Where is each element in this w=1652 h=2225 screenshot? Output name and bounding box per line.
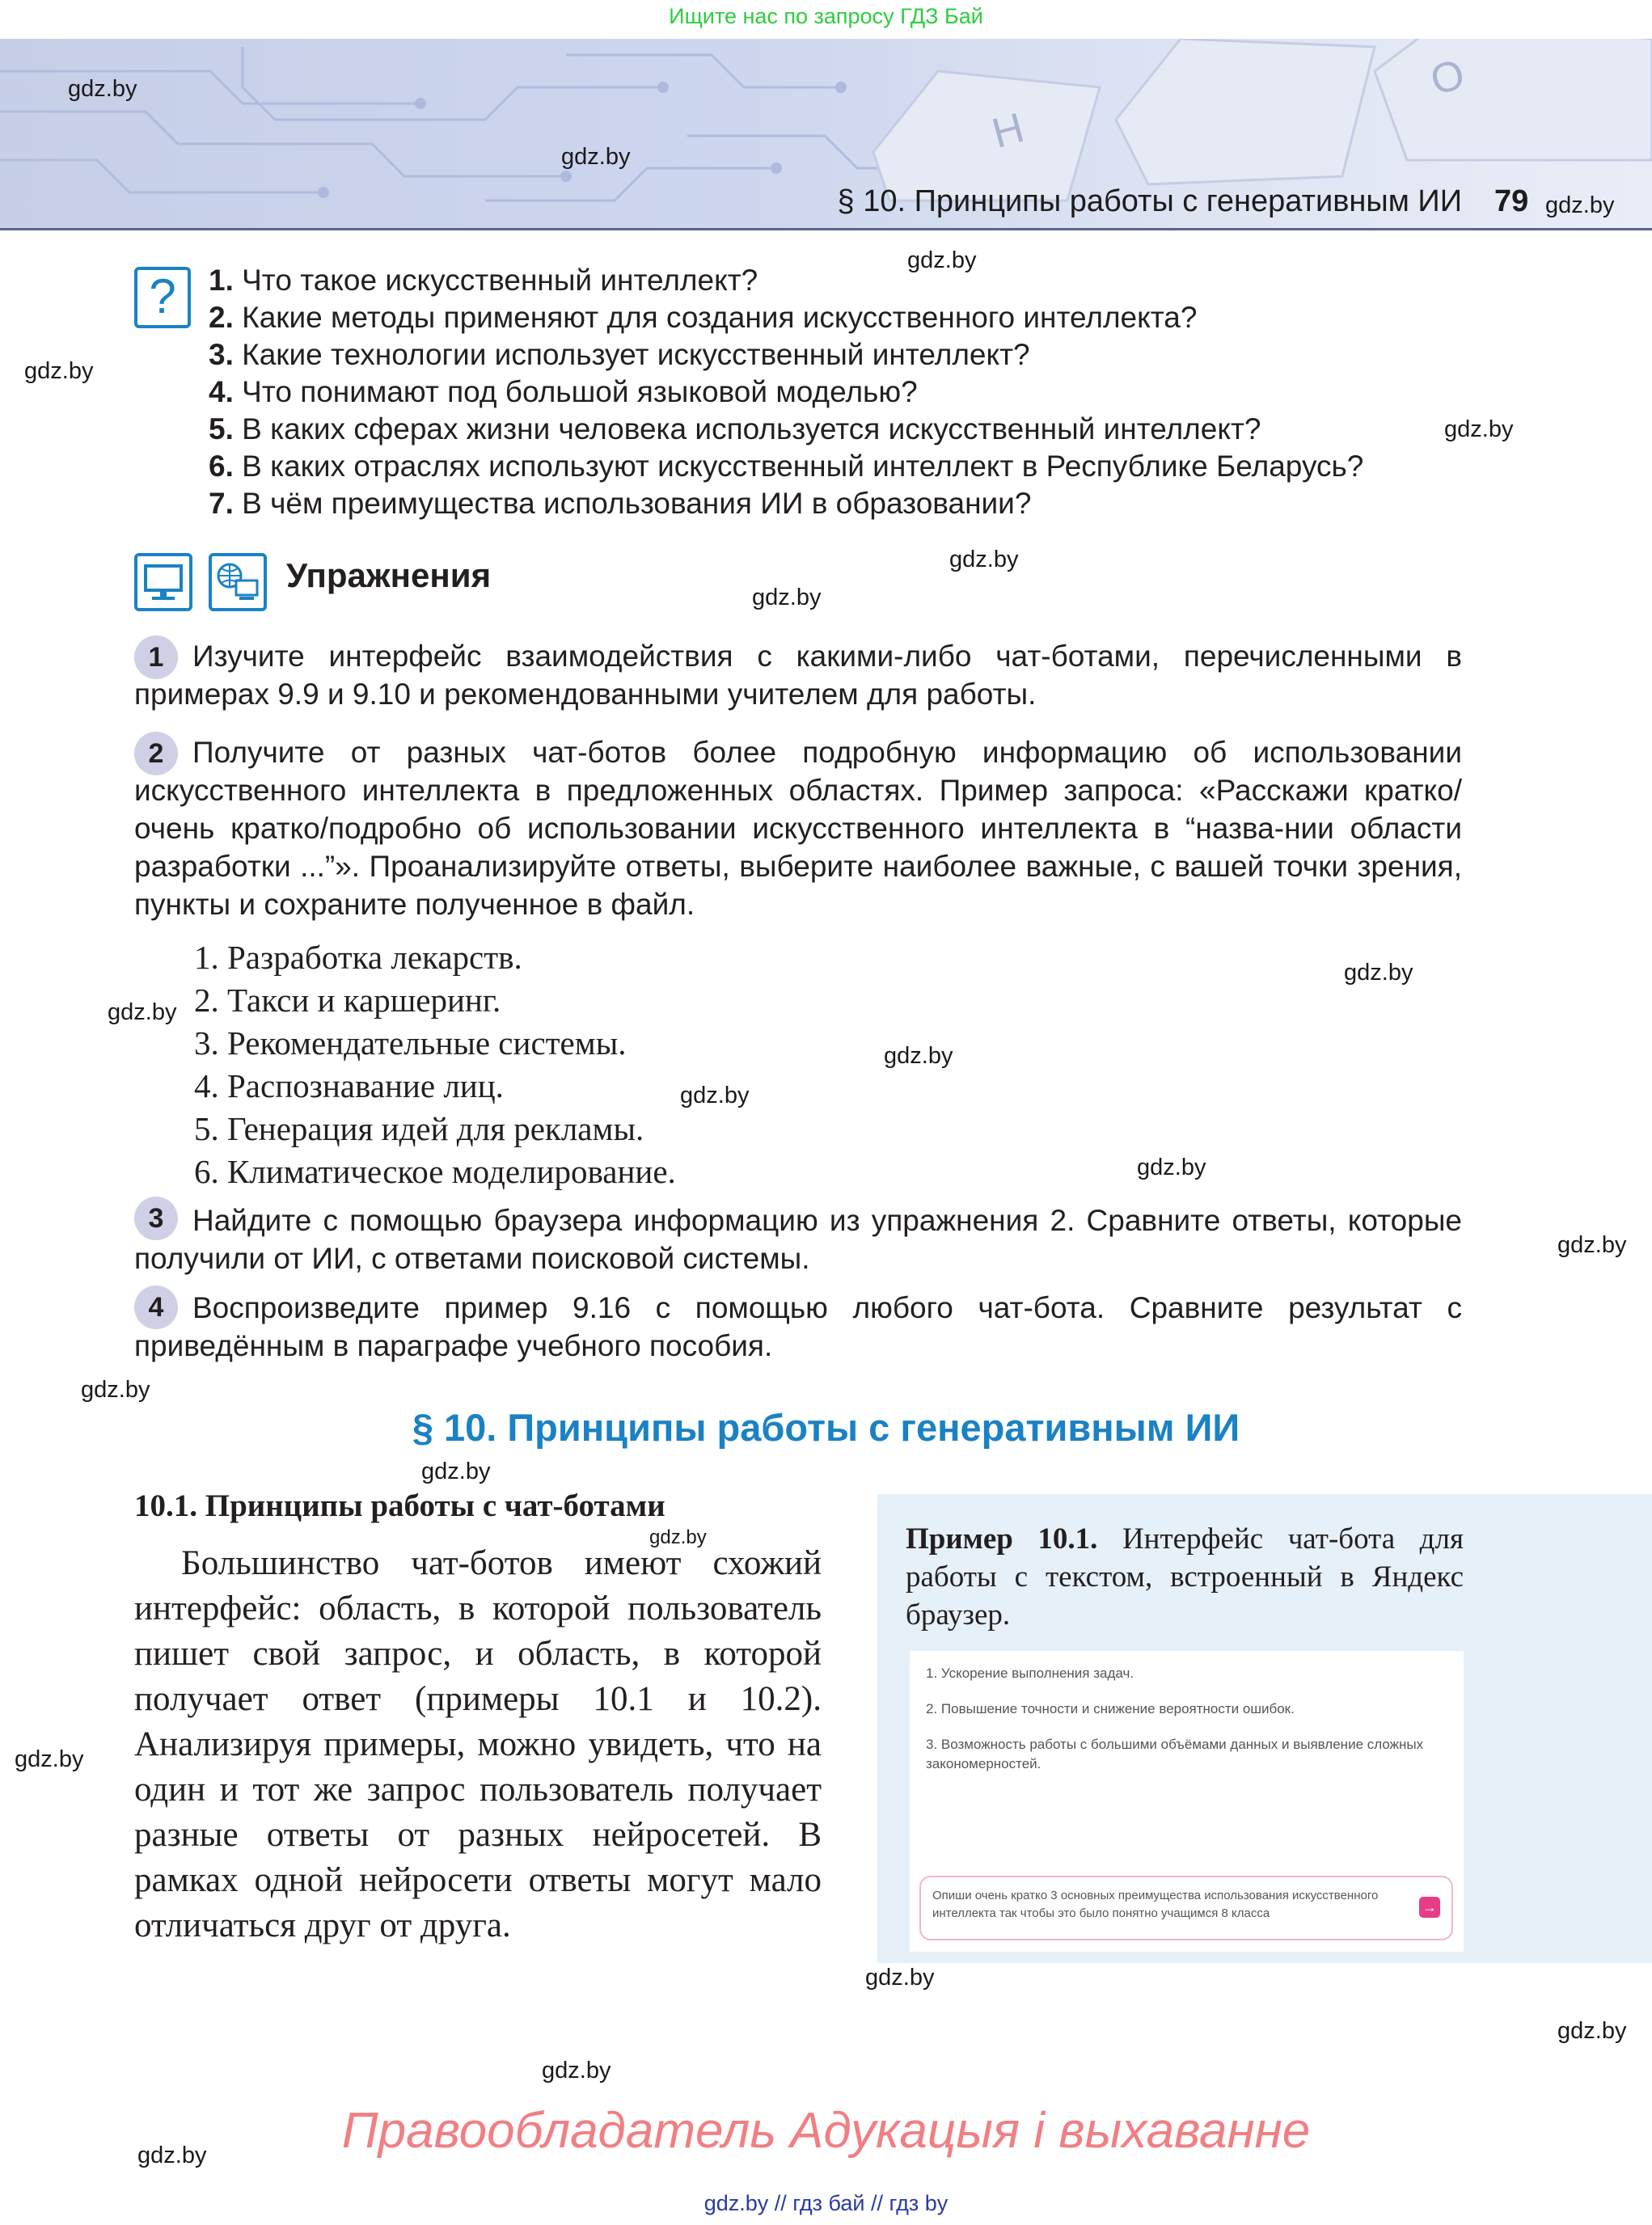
watermark: gdz.by (1557, 2018, 1627, 2044)
watermark: gdz.by (1137, 1155, 1206, 1180)
question-item: 7. В чём преимущества использования ИИ в образовании? (209, 487, 1032, 520)
footer-links: gdz.by // гдз бай // гдз by (703, 2191, 949, 2215)
chatbot-screenshot (910, 1651, 1464, 1952)
watermark: gdz.by (649, 1526, 707, 1548)
exercise-text: Изучите интерфейс взаимодействия с какими-либо чат-ботами, перечисленными в примерах 9.9 и 9.10 и рекомендованными учителем для работы. (134, 640, 1462, 711)
question-item: 1. Что такое искусственный интеллект? (209, 264, 758, 297)
question-item: 5. В каких сферах жизни человека используется искусственный интеллект? (209, 412, 1261, 445)
example-caption (906, 1520, 1464, 1634)
internet-computer-icon (209, 553, 267, 611)
keycap-o: O (1426, 50, 1470, 105)
send-arrow-icon[interactable]: → (1419, 1897, 1440, 1918)
top-search-banner: Ищите нас по запросу ГДЗ Бай (669, 4, 983, 28)
example-caption-text: Интерфейс чат-бота для работы с текстом, встроенный в Яндекс браузер. (906, 1522, 1464, 1632)
watermark: gdz.by (24, 358, 94, 384)
question-item: 3. Какие технологии использует искусственный интеллект? (209, 338, 1030, 371)
watermark: gdz.by (15, 1746, 84, 1772)
watermark: gdz.by (542, 2058, 611, 2084)
exercise-text: Воспроизведите пример 9.16 с помощью любого чат-бота. Сравните результат с приведённым в параграфе учебного пособия. (134, 1291, 1462, 1362)
list-item: 4. Распознавание лиц. (194, 1067, 504, 1104)
question-item: 4. Что понимают под большой языковой моделью? (209, 375, 918, 408)
watermark: gdz.by (1444, 416, 1514, 442)
exercise-number-badge: 4 (134, 1286, 178, 1329)
watermark: gdz.by (865, 1965, 935, 1991)
chat-input-text: Опиши очень кратко 3 основных преимущества использования искусственного интеллекта так чтобы это было понятно учащимся 8 класса (932, 1889, 1379, 1920)
exercise-text: Найдите с помощью браузера информацию из упражнения 2. Сравните ответы, которые получили от ИИ, с ответами поисковой системы. (134, 1204, 1462, 1275)
response-item: 1. Ускорение выполнения задач. (926, 1666, 1134, 1681)
body-paragraph: Большинство чат-ботов имеют схожий интерфейс: область, в которой пользователь пишет свой запрос, и область, в которой получает ответ (примеры 10.1 и 10.2). Анализируя примеры, можно увидеть, что на один и тот же запрос пользователь получает разные ответы от разных нейросетей. В рамках одной нейросети ответы могут мало отличаться друг от друга. (134, 1544, 822, 1944)
keycap-h: H (987, 104, 1029, 158)
watermark: gdz.by (884, 1043, 953, 1069)
watermark: gdz.by (752, 585, 822, 610)
list-item: 1. Разработка лекарств. (194, 939, 522, 976)
question-item: 2. Какие методы применяют для создания искусственного интеллекта? (209, 301, 1198, 334)
chat-input[interactable] (919, 1876, 1453, 1940)
exercise-text: Получите от разных чат-ботов более подробную информацию об использовании искусственного интеллекта в предложенных областях. Пример запроса: «Расскажи кратко/очень кратко/подробно об использовании искусственного интеллекта в “назва-нии области разработки ...”». Проанализируйте ответы, выберите наиболее важные, с вашей точки зрения, пункты и сохраните полученное в файл. (134, 736, 1462, 921)
computer-icon (134, 553, 192, 611)
watermark: gdz.by (421, 1459, 491, 1484)
list-item: 2. Такси и каршеринг. (194, 982, 501, 1019)
watermark: gdz.by (137, 2143, 207, 2168)
watermark: gdz.by (907, 247, 977, 273)
response-item: 2. Повышение точности и снижение вероятности ошибок. (926, 1701, 1295, 1716)
exercise-number-badge: 3 (134, 1197, 178, 1240)
questions-list (209, 262, 1363, 522)
watermark: gdz.by (1557, 1232, 1627, 1258)
watermark: gdz.by (81, 1377, 150, 1403)
list-item: 5. Генерация идей для рекламы. (194, 1110, 644, 1147)
watermark: gdz.by (1344, 960, 1413, 986)
header-rule (0, 228, 1652, 230)
exercise-number-badge: 1 (134, 635, 178, 679)
watermark: gdz.by (949, 547, 1019, 572)
subsection-title: 10.1. Принципы работы с чат-ботами (134, 1488, 665, 1523)
running-title: § 10. Принципы работы с генеративным ИИ (837, 184, 1462, 218)
copyright-notice: Правообладатель Адукацыя і выхаванне (341, 2103, 1311, 2159)
list-item: 3. Рекомендательные системы. (194, 1024, 627, 1062)
section-title: § 10. Принципы работы с генеративным ИИ (412, 1406, 1240, 1449)
exercises-title: Упражнения (286, 556, 492, 594)
response-item: 3. Возможность работы с большими объёмами данных и выявление сложных закономерностей. (926, 1737, 1424, 1771)
watermark: gdz.by (68, 76, 137, 102)
question-item: 6. В каких отраслях используют искусственный интеллект в Республике Беларусь? (209, 450, 1364, 483)
question-mark-icon: ? (134, 267, 191, 328)
page-number: 79 (1494, 184, 1529, 218)
watermark: gdz.by (1545, 192, 1615, 218)
list-item: 6. Климатическое моделирование. (194, 1153, 676, 1190)
areas-list (194, 936, 676, 1193)
watermark: gdz.by (680, 1083, 750, 1108)
watermark: gdz.by (561, 144, 631, 170)
example-label: Пример 10.1. (906, 1522, 1098, 1556)
chatbot-response (926, 1664, 1447, 1790)
watermark: gdz.by (108, 999, 177, 1025)
exercise-number-badge: 2 (134, 732, 178, 775)
